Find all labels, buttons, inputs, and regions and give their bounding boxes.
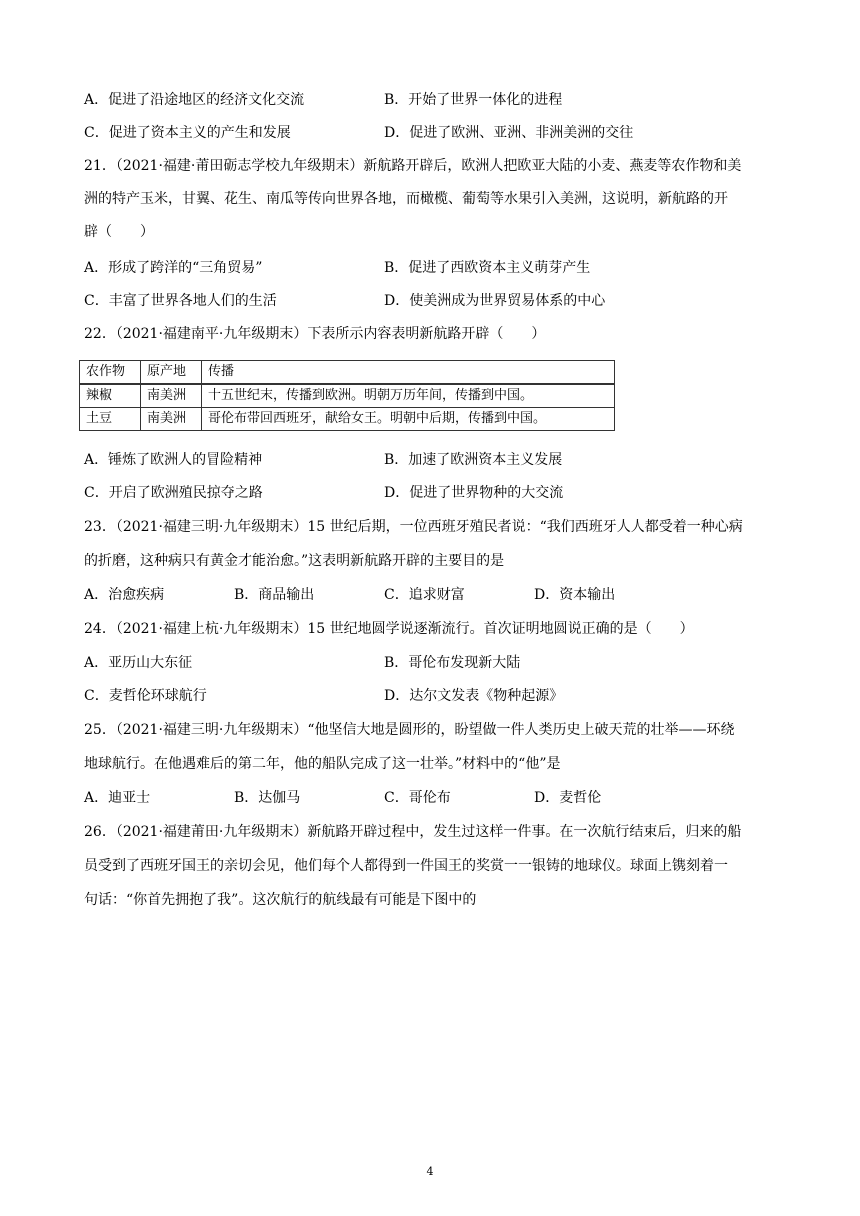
q23-option-a: A．治愈疾病 bbox=[84, 587, 165, 603]
q21-stem-line-2: 洲的特产玉米，甘翼、花生、南瓜等传向世界各地，而橄榄、葡萄等水果引入美洲，这说明，新航路的开 bbox=[84, 191, 728, 207]
q20-option-a: A．促进了沿途地区的经济文化交流 bbox=[84, 92, 305, 108]
q22-option-a: A．锤炼了欧洲人的冒险精神 bbox=[84, 452, 263, 468]
q22-option-b: B．加速了欧洲资本主义发展 bbox=[384, 452, 563, 468]
crop-spread-table bbox=[79, 360, 615, 431]
q25-option-b: B．达伽马 bbox=[234, 790, 301, 806]
q24-option-a: A．亚历山大东征 bbox=[84, 655, 193, 671]
q20-option-b: B．开始了世界一体化的进程 bbox=[384, 92, 563, 108]
q25-option-c: C．哥伦布 bbox=[384, 790, 451, 806]
q22-option-d: D．促进了世界物种的大交流 bbox=[384, 485, 564, 501]
table-row bbox=[80, 408, 615, 431]
q22-stem-line-1: 22．（2021·福建南平·九年级期末）下表所示内容表明新航路开辟（ ） bbox=[84, 326, 546, 342]
q21-option-d: D．使美洲成为世界贸易体系的中心 bbox=[384, 293, 606, 309]
q24-option-b: B．哥伦布发现新大陆 bbox=[384, 655, 521, 671]
q23-stem-line-1: 23．（2021·福建三明·九年级期末）15 世纪后期，一位西班牙殖民者说：“我们西班牙人人都受着一种心病 bbox=[84, 519, 743, 535]
q23-stem-line-2: 的折磨，这种病只有黄金才能治愈。”这表明新航路开辟的主要目的是 bbox=[84, 553, 505, 569]
q25-stem-line-2: 地球航行。在他遇难后的第二年，他的船队完成了这一壮举。”材料中的“他”是 bbox=[84, 756, 561, 772]
table-cell: 土豆 bbox=[80, 408, 141, 431]
q24-option-c: C．麦哲伦环球航行 bbox=[84, 688, 207, 704]
q21-option-b: B．促进了西欧资本主义萌芽产生 bbox=[384, 260, 591, 276]
q21-stem-line-3: 辟（ ） bbox=[84, 224, 154, 240]
q20-option-d: D．促进了欧洲、亚洲、非洲美洲的交往 bbox=[384, 125, 634, 141]
q21-option-a: A．形成了跨洋的“三角贸易” bbox=[84, 260, 263, 276]
table-header-cell: 原产地 bbox=[141, 361, 202, 385]
table-cell: 辣椒 bbox=[80, 384, 141, 408]
q21-option-c: C．丰富了世界各地人们的生活 bbox=[84, 293, 277, 309]
q23-option-b: B．商品输出 bbox=[234, 587, 315, 603]
q25-option-a: A．迪亚士 bbox=[84, 790, 151, 806]
table-cell: 哥伦布带回西班牙，献给女王。明朝中后期，传播到中国。 bbox=[202, 408, 615, 431]
q26-stem-line-2: 员受到了西班牙国王的亲切会见，他们每个人都得到一件国王的奖赏一一银铸的地球仪。球面上镌刻着一 bbox=[84, 858, 728, 874]
q23-option-c: C．追求财富 bbox=[384, 587, 465, 603]
q26-stem-line-3: 句话：“你首先拥抱了我”。这次航行的航线最有可能是下图中的 bbox=[84, 892, 477, 908]
table-cell: 南美洲 bbox=[141, 384, 202, 408]
table-cell: 南美洲 bbox=[141, 408, 202, 431]
q24-stem-line-1: 24．（2021·福建上杭·九年级期末）15 世纪地圆学说逐渐流行。首次证明地圆说正确的是（ ） bbox=[84, 621, 694, 637]
q24-option-d: D．达尔文发表《物种起源》 bbox=[384, 688, 564, 704]
q20-option-c: C．促进了资本主义的产生和发展 bbox=[84, 125, 291, 141]
table-header-cell: 传播 bbox=[202, 361, 615, 385]
table-header-cell: 农作物 bbox=[80, 361, 141, 385]
q26-stem-line-1: 26．（2021·福建莆田·九年级期末）新航路开辟过程中，发生过这样一件事。在一次航行结束后，归来的船 bbox=[84, 824, 742, 840]
q25-stem-line-1: 25．（2021·福建三明·九年级期末）“他坚信大地是圆形的，盼望做一件人类历史上破天荒的壮举——环绕 bbox=[84, 722, 735, 738]
q22-option-c: C．开启了欧洲殖民掠夺之路 bbox=[84, 485, 263, 501]
page-number: 4 bbox=[426, 1165, 434, 1178]
table-row bbox=[80, 384, 615, 408]
q23-option-d: D．资本输出 bbox=[534, 587, 616, 603]
q21-stem-line-1: 21．（2021·福建·莆田砺志学校九年级期末）新航路开辟后，欧洲人把欧亚大陆的小麦、燕麦等农作物和美 bbox=[84, 158, 742, 174]
table-header-row bbox=[80, 361, 615, 385]
q25-option-d: D．麦哲伦 bbox=[534, 790, 602, 806]
table-cell: 十五世纪末，传播到欧洲。明朝万历年间，传播到中国。 bbox=[202, 384, 615, 408]
